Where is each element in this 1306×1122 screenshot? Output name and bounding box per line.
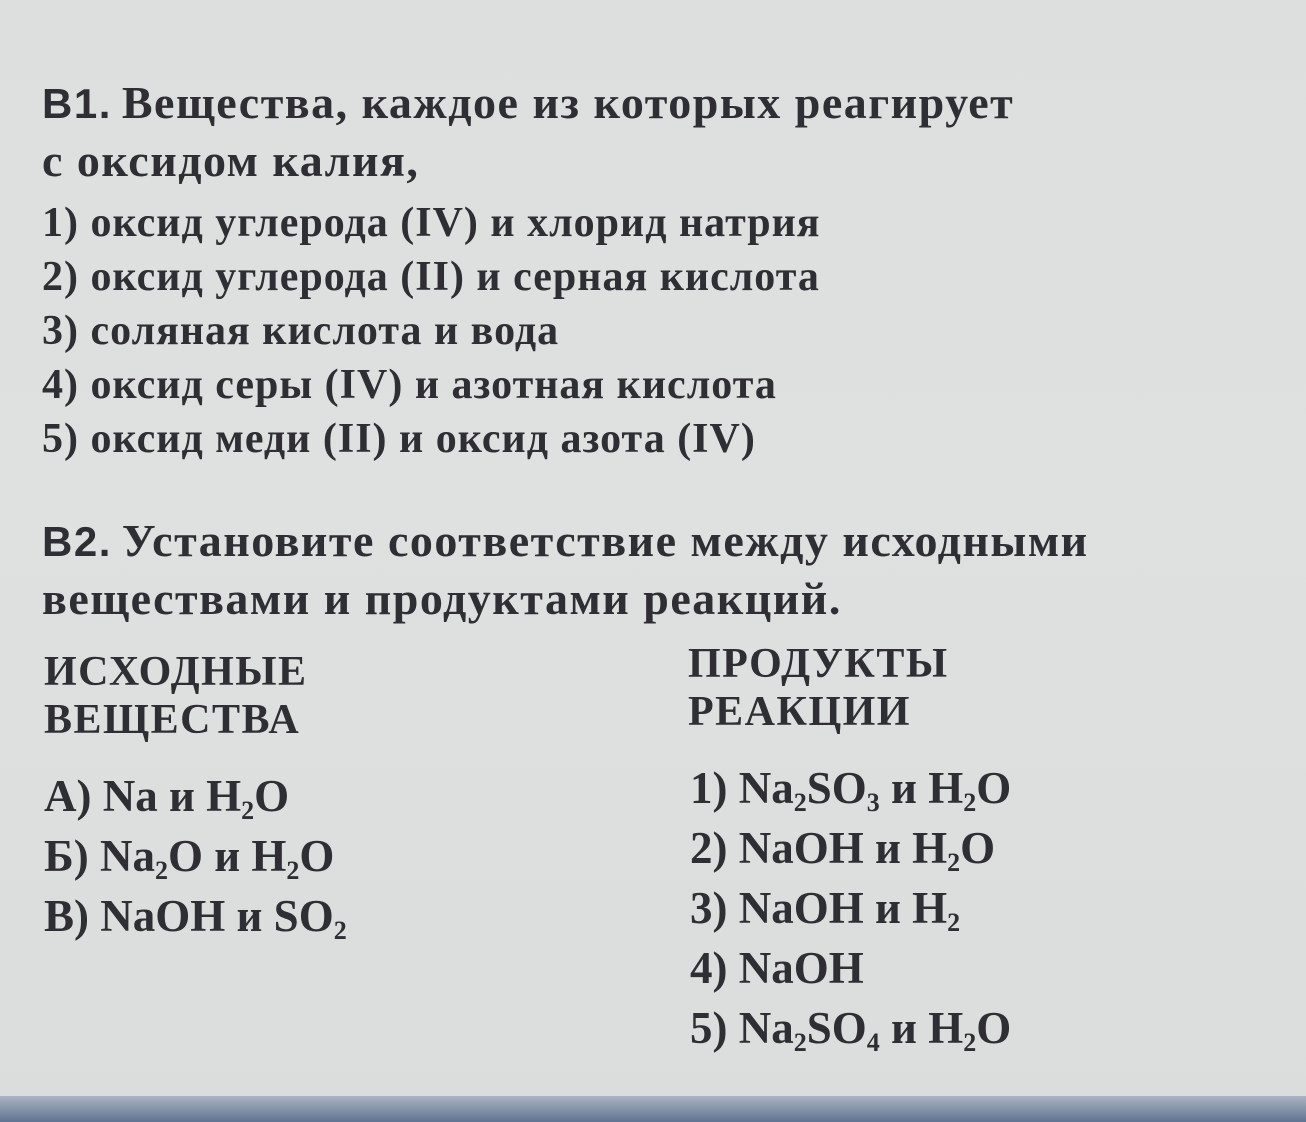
task-b2-question — [42, 512, 1262, 628]
task-b1-question-line1: Вещества, каждое из которых реагирует — [121, 77, 1015, 128]
reactant-b-text-mid: O и H — [167, 831, 287, 881]
products-column-header — [688, 640, 949, 736]
reactant-b-subscript: 2 — [154, 856, 168, 885]
product-1-subscript-3: 2 — [963, 788, 977, 817]
product-5-subscript-2: 4 — [866, 1028, 880, 1057]
products-header-line1: ПРОДУКТЫ — [688, 641, 949, 687]
task-b1-question — [42, 74, 1262, 190]
reactant-b-text-end: O — [299, 831, 335, 881]
task-b1-number: В1. — [42, 80, 112, 127]
reactants-header-line2: ВЕЩЕСТВА — [44, 697, 301, 743]
product-item-4 — [690, 938, 1011, 998]
reactant-a-text: А) Na и H — [44, 771, 242, 821]
product-1-subscript-2: 3 — [866, 788, 880, 817]
answer-option-1: 1) оксид углерода (IV) и хлорид натрия — [42, 200, 821, 246]
reactants-column-header — [44, 648, 308, 744]
product-5-text-end: O — [976, 1003, 1012, 1053]
product-1-text-2: SO — [806, 763, 867, 813]
reactant-a-subscript: 2 — [241, 796, 255, 825]
bottom-edge-strip — [0, 1096, 1306, 1122]
product-3-subscript: 2 — [947, 908, 961, 937]
reactant-b-text: Б) Na — [44, 831, 155, 881]
answer-option-5: 5) оксид меди (II) и оксид азота (IV) — [42, 416, 756, 462]
product-1-subscript: 2 — [793, 788, 807, 817]
product-5-text: 5) Na — [690, 1003, 794, 1053]
answer-option-2: 2) оксид углерода (II) и серная кислота — [42, 254, 820, 300]
products-header-line2: РЕАКЦИИ — [688, 689, 911, 735]
product-item-2 — [690, 818, 1011, 878]
reactant-v-text: В) NaOH и SO — [44, 891, 334, 941]
product-5-text-3: и H — [879, 1003, 964, 1053]
task-b2-question-line2: веществами и продуктами реакций. — [42, 572, 842, 624]
task-b2-number: В2. — [42, 518, 112, 565]
product-4-text: 4) NaOH — [690, 943, 864, 993]
product-2-subscript: 2 — [947, 848, 961, 877]
product-2-text-end: O — [960, 823, 996, 873]
reactant-v-subscript: 2 — [333, 916, 347, 945]
product-1-text: 1) Na — [690, 763, 794, 813]
product-5-subscript-3: 2 — [963, 1028, 977, 1057]
reactant-b-subscript-2: 2 — [286, 856, 300, 885]
answer-option-3: 3) соляная кислота и вода — [42, 308, 560, 354]
reactant-item-b — [44, 826, 347, 886]
product-3-text: 3) NaOH и H — [690, 883, 948, 933]
task-b1-question-line2: с оксидом калия, — [42, 134, 420, 186]
products-list — [690, 758, 1011, 1058]
reactant-item-v — [44, 886, 347, 946]
reactants-list — [44, 766, 347, 946]
product-1-text-3: и H — [879, 763, 964, 813]
product-item-1 — [690, 758, 1011, 818]
task-b1-options — [42, 196, 821, 466]
product-1-text-end: O — [976, 763, 1012, 813]
reactant-a-text-end: O — [254, 771, 290, 821]
product-item-5 — [690, 998, 1011, 1058]
product-item-3 — [690, 878, 1011, 938]
reactants-header-line1: ИСХОДНЫЕ — [44, 649, 308, 695]
answer-option-4: 4) оксид серы (IV) и азотная кислота — [42, 362, 777, 408]
reactant-item-a — [44, 766, 347, 826]
product-2-text: 2) NaOH и H — [690, 823, 948, 873]
task-b2-question-line1: Установите соответствие между исходными — [121, 515, 1089, 566]
product-5-subscript: 2 — [793, 1028, 807, 1057]
product-5-text-2: SO — [806, 1003, 867, 1053]
